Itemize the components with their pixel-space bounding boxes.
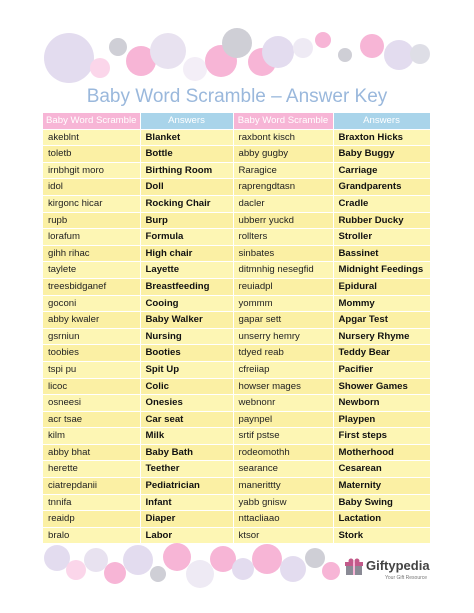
answer-word: Playpen: [333, 411, 430, 428]
answer-word: Onesies: [140, 395, 233, 412]
answer-word: Blanket: [140, 129, 233, 146]
column-header-answers: Answers: [140, 113, 233, 129]
scrambled-word: cfreiiap: [233, 361, 333, 378]
table-row: [43, 179, 430, 196]
answer-word: Motherhood: [333, 444, 430, 461]
scrambled-word: ktsor: [233, 527, 333, 544]
answer-word: Stroller: [333, 229, 430, 246]
scrambled-word: searance: [233, 461, 333, 478]
answer-word: Mommy: [333, 295, 430, 312]
table-row: [43, 511, 430, 528]
giftypedia-logo: [345, 555, 435, 585]
answer-word: Nursery Rhyme: [333, 328, 430, 345]
answer-word: Rubber Ducky: [333, 212, 430, 229]
scrambled-word: treesbidganef: [43, 278, 140, 295]
dot: [109, 38, 127, 56]
dot: [322, 562, 340, 580]
answer-word: Shower Games: [333, 378, 430, 395]
scrambled-word: Raragice: [233, 162, 333, 179]
scrambled-word: tnnifa: [43, 494, 140, 511]
table-row: [43, 444, 430, 461]
scrambled-word: abby bhat: [43, 444, 140, 461]
answer-word: Baby Bath: [140, 444, 233, 461]
dot: [338, 48, 352, 62]
answer-word: Baby Buggy: [333, 146, 430, 163]
answer-word: Newborn: [333, 395, 430, 412]
dot: [150, 566, 166, 582]
scrambled-word: ditmnhig nesegfid: [233, 262, 333, 279]
column-header-scramble: Baby Word Scramble: [43, 113, 140, 129]
scrambled-word: lorafum: [43, 229, 140, 246]
table-row: [43, 278, 430, 295]
dot: [293, 38, 313, 58]
table-row: [43, 494, 430, 511]
scrambled-word: ciatrepdanii: [43, 478, 140, 495]
table-row: [43, 345, 430, 362]
answer-word: Maternity: [333, 478, 430, 495]
scrambled-word: acr tsae: [43, 411, 140, 428]
table-row: [43, 129, 430, 146]
scrambled-word: nttacliaao: [233, 511, 333, 528]
dot: [90, 58, 110, 78]
answer-word: Teddy Bear: [333, 345, 430, 362]
table-row: [43, 262, 430, 279]
scrambled-word: abby kwaler: [43, 312, 140, 329]
page-title: Baby Word Scramble – Answer Key: [86, 86, 388, 107]
answer-word: First steps: [333, 428, 430, 445]
dot: [183, 57, 207, 81]
scrambled-word: paynpel: [233, 411, 333, 428]
scrambled-word: gihh rihac: [43, 245, 140, 262]
table-row: [43, 195, 430, 212]
scrambled-word: rollters: [233, 229, 333, 246]
answer-word: Formula: [140, 229, 233, 246]
answer-word: Nursing: [140, 328, 233, 345]
answer-word: Cradle: [333, 195, 430, 212]
scrambled-word: reaidp: [43, 511, 140, 528]
scrambled-word: toobies: [43, 345, 140, 362]
scrambled-word: unserry hemry: [233, 328, 333, 345]
scrambled-word: taylete: [43, 262, 140, 279]
answer-word: Labor: [140, 527, 233, 544]
answer-word: Colic: [140, 378, 233, 395]
dot: [262, 36, 294, 68]
dot: [186, 560, 214, 588]
scrambled-word: tdyed reab: [233, 345, 333, 362]
logo-name: Giftypedia: [366, 558, 430, 573]
scrambled-word: yommm: [233, 295, 333, 312]
scrambled-word: herette: [43, 461, 140, 478]
answer-word: Pediatrician: [140, 478, 233, 495]
table-row: [43, 162, 430, 179]
answer-word: Birthing Room: [140, 162, 233, 179]
scrambled-word: dacler: [233, 195, 333, 212]
scrambled-word: osneesi: [43, 395, 140, 412]
scrambled-word: bralo: [43, 527, 140, 544]
scrambled-word: sinbates: [233, 245, 333, 262]
dot: [252, 544, 282, 574]
table-row: [43, 245, 430, 262]
answer-word: Pacifier: [333, 361, 430, 378]
dot: [44, 33, 94, 83]
dot: [66, 560, 86, 580]
table-row: [43, 378, 430, 395]
answer-word: Braxton Hicks: [333, 129, 430, 146]
answer-word: Car seat: [140, 411, 233, 428]
dot: [104, 562, 126, 584]
dot: [305, 548, 325, 568]
answer-word: Cesarean: [333, 461, 430, 478]
answer-word: Booties: [140, 345, 233, 362]
scrambled-word: webnonr: [233, 395, 333, 412]
scrambled-word: rupb: [43, 212, 140, 229]
answer-word: Layette: [140, 262, 233, 279]
scrambled-word: gapar sett: [233, 312, 333, 329]
table-body: [43, 129, 430, 544]
scrambled-word: tspi pu: [43, 361, 140, 378]
scrambled-word: srtif pstse: [233, 428, 333, 445]
answer-word: Bottle: [140, 146, 233, 163]
table-row: [43, 395, 430, 412]
answer-word: Baby Walker: [140, 312, 233, 329]
table-header-row: [43, 113, 430, 129]
answer-word: Baby Swing: [333, 494, 430, 511]
scrambled-word: abby gugby: [233, 146, 333, 163]
scrambled-word: manerittty: [233, 478, 333, 495]
table-row: [43, 328, 430, 345]
answer-key-table: [43, 113, 431, 544]
column-header-scramble: Baby Word Scramble: [233, 113, 333, 129]
answer-word: Apgar Test: [333, 312, 430, 329]
dot: [360, 34, 384, 58]
answer-word: Diaper: [140, 511, 233, 528]
scrambled-word: gsrniun: [43, 328, 140, 345]
table-row: [43, 411, 430, 428]
logo-tagline: Your Gift Resource: [385, 575, 428, 581]
scrambled-word: yabb gnisw: [233, 494, 333, 511]
answer-word: High chair: [140, 245, 233, 262]
answer-word: Breastfeeding: [140, 278, 233, 295]
answer-word: Stork: [333, 527, 430, 544]
answer-word: Grandparents: [333, 179, 430, 196]
answer-word: Bassinet: [333, 245, 430, 262]
gift-box-icon: [345, 558, 363, 576]
dot: [280, 556, 306, 582]
table-row: [43, 461, 430, 478]
answer-word: Doll: [140, 179, 233, 196]
table-row: [43, 146, 430, 163]
answer-word: Midnight Feedings: [333, 262, 430, 279]
answer-word: Carriage: [333, 162, 430, 179]
scrambled-word: idol: [43, 179, 140, 196]
scrambled-word: licoc: [43, 378, 140, 395]
answer-word: Spit Up: [140, 361, 233, 378]
scrambled-word: raprengdtasn: [233, 179, 333, 196]
scrambled-word: rodeomothh: [233, 444, 333, 461]
scrambled-word: reuiadpl: [233, 278, 333, 295]
table-row: [43, 312, 430, 329]
answer-word: Milk: [140, 428, 233, 445]
table-row: [43, 361, 430, 378]
table-row: [43, 478, 430, 495]
table-row: [43, 212, 430, 229]
answer-word: Epidural: [333, 278, 430, 295]
answer-word: Teether: [140, 461, 233, 478]
table-row: [43, 229, 430, 246]
scrambled-word: ubberr yuckd: [233, 212, 333, 229]
dot: [222, 28, 252, 58]
answer-word: Infant: [140, 494, 233, 511]
scrambled-word: goconi: [43, 295, 140, 312]
table-row: [43, 295, 430, 312]
dot: [232, 558, 254, 580]
scrambled-word: akeblnt: [43, 129, 140, 146]
scrambled-word: raxbont kisch: [233, 129, 333, 146]
scrambled-word: irnbhgit moro: [43, 162, 140, 179]
table-row: [43, 527, 430, 544]
dot: [150, 33, 186, 69]
dot: [315, 32, 331, 48]
column-header-answers: Answers: [333, 113, 430, 129]
answer-word: Lactation: [333, 511, 430, 528]
answer-word: Cooing: [140, 295, 233, 312]
dot: [410, 44, 430, 64]
scrambled-word: kilm: [43, 428, 140, 445]
scrambled-word: howser mages: [233, 378, 333, 395]
scrambled-word: kirgonc hicar: [43, 195, 140, 212]
answer-word: Rocking Chair: [140, 195, 233, 212]
scrambled-word: toletb: [43, 146, 140, 163]
answer-word: Burp: [140, 212, 233, 229]
dot: [123, 545, 153, 575]
table-row: [43, 428, 430, 445]
